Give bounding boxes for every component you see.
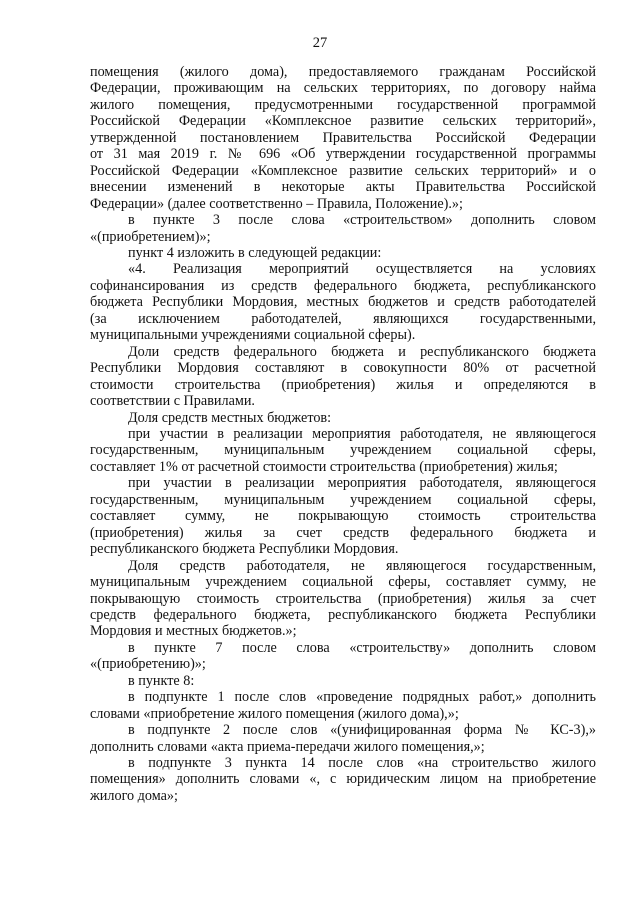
text-line: Российской Федерации «Комплексное развитие сельских территорий» и о xyxy=(90,162,596,179)
text-line: государственным, муниципальным учреждением социальной сферы, xyxy=(90,491,596,508)
text-line: стоимости строительства (приобретения) жилья и определяются в xyxy=(90,376,596,393)
text-line: Доля средств местных бюджетов: xyxy=(128,409,332,426)
text-line: от 31 мая 2019 г. № 696 «Об утверждении государственной программы xyxy=(90,146,596,163)
text-line: помещения (жилого дома), предоставляемого гражданам Российской xyxy=(90,64,596,80)
text-line: бюджета Республики Мордовия, местных бюджетов и средств работодателей xyxy=(90,294,596,311)
text-line: составляет сумму, не покрывающую стоимость строительства xyxy=(90,508,596,525)
text-line: республиканского бюджета Республики Мордовия. xyxy=(90,541,399,558)
text-line: в пункте 7 после слова «строительству» дополнить словом xyxy=(128,639,596,656)
text-line: покрывающую стоимость строительства (приобретения) жилья за счет xyxy=(90,590,596,607)
text-line: Республики Мордовия составляют в совокупности 80% от расчетной xyxy=(90,360,596,377)
text-line: (приобретения) жилья за счет средств федерального бюджета и xyxy=(90,524,596,541)
text-line: соответствии с Правилами. xyxy=(90,393,255,410)
text-line: утвержденной постановлением Правительства Российской Федерации xyxy=(90,129,596,146)
text-line: в подпункте 1 после слов «проведение подрядных работ,» дополнить xyxy=(128,689,596,706)
text-line: Мордовия и местных бюджетов.»; xyxy=(90,623,297,640)
text-line: при участии в реализации мероприятия работодателя, не являющегося xyxy=(128,425,596,442)
text-line: дополнить словами «акта приема-передачи жилого помещения,»; xyxy=(90,738,485,755)
text-line: Российской Федерации «Комплексное развитие сельских территорий», xyxy=(90,113,596,130)
text-line: пункт 4 изложить в следующей редакции: xyxy=(128,244,382,261)
text-line: Федерации» (далее соответственно – Правила, Положение).»; xyxy=(90,195,463,212)
text-line: государственным, муниципальным учреждением социальной сферы, xyxy=(90,442,596,459)
document-body xyxy=(90,64,596,804)
text-line: словами «приобретение жилого помещения (жилого дома),»; xyxy=(90,705,459,722)
text-line: составляет 1% от расчетной стоимости строительства (приобретения) жилья; xyxy=(90,458,558,475)
text-line: при участии в реализации мероприятия работодателя, являющегося xyxy=(128,475,596,492)
text-line: муниципальными учреждениями социальной сферы). xyxy=(90,327,416,344)
text-line: средств федерального бюджета, республиканского бюджета Республики xyxy=(90,606,596,623)
text-line: Федерации, проживающим на сельских территориях, по договору найма xyxy=(90,80,596,97)
text-line: жилого дома»; xyxy=(90,787,178,804)
text-line: помещения» дополнить словами «, с юридическим лицом на приобретение xyxy=(90,771,596,788)
text-line: «(приобретению)»; xyxy=(90,656,206,673)
text-line: жилого помещения, предусмотренными государственной программой xyxy=(90,96,596,113)
page-number: 27 xyxy=(312,35,328,51)
text-line: в пункте 8: xyxy=(128,672,195,689)
text-line: муниципальным учреждением социальной сферы, составляет сумму, не xyxy=(90,574,596,591)
text-line: (за исключением работодателей, являющихся государственными, xyxy=(90,310,596,327)
text-line: в подпункте 3 пункта 14 после слов «на строительство жилого xyxy=(128,755,596,772)
text-line: «4. Реализация мероприятий осуществляется на условиях xyxy=(128,261,596,278)
text-line: Доля средств работодателя, не являющегося государственным, xyxy=(128,557,596,574)
text-line: «(приобретением)»; xyxy=(90,228,211,245)
text-line: Доли средств федерального бюджета и республиканского бюджета xyxy=(128,343,596,360)
text-line: софинансирования из средств федерального бюджета, республиканского xyxy=(90,277,596,294)
text-line: внесении изменений в некоторые акты Правительства Российской xyxy=(90,179,596,196)
text-line: в подпункте 2 после слов «(унифицированная форма № КС-3),» xyxy=(128,722,596,739)
text-line: в пункте 3 после слова «строительством» дополнить словом xyxy=(128,212,596,229)
